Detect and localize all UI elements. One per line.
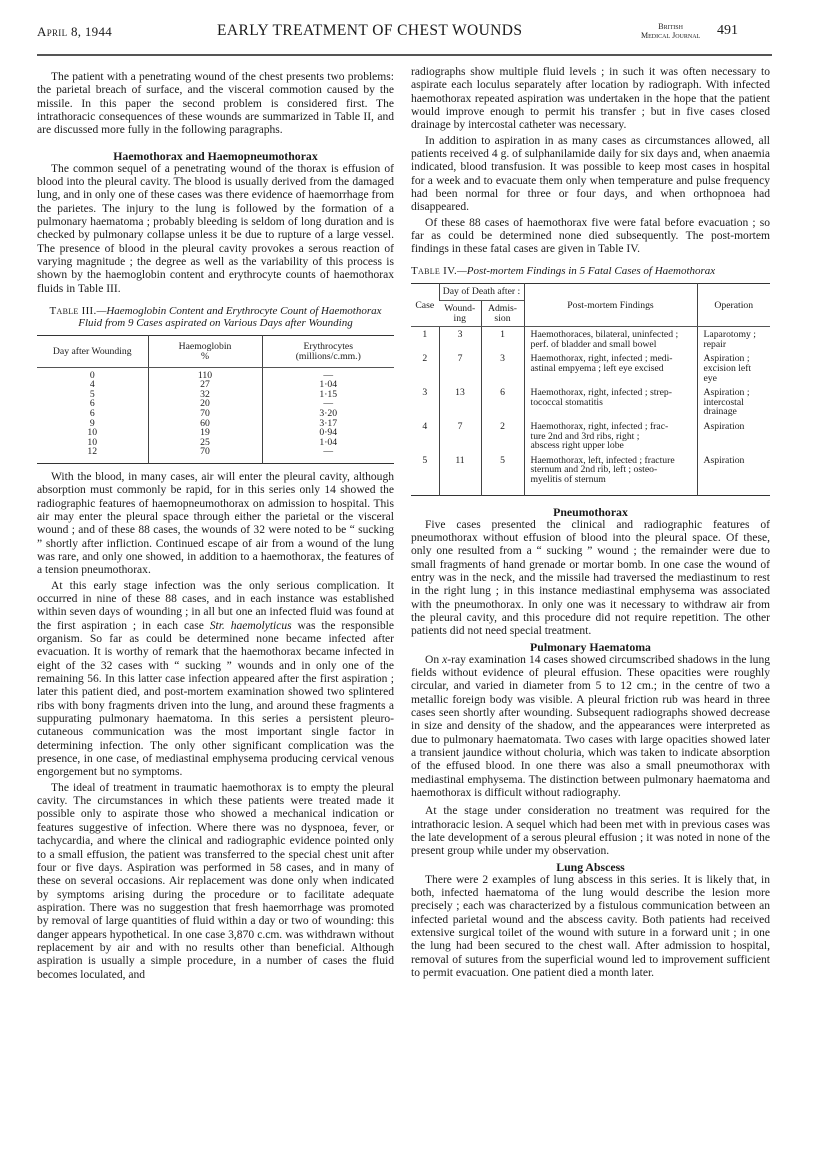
- operation-line: Laparotomy ;: [703, 329, 756, 341]
- left-column: [37, 71, 394, 982]
- table4-cell-admission: 1: [481, 327, 524, 352]
- findings-line: Haemothoraces, bilateral, uninfected ;: [530, 329, 679, 341]
- section-heading-haemothorax: Haemothorax and Haemopneumothorax: [113, 148, 318, 163]
- table3-cell-erythrocytes: 0·94: [262, 428, 394, 438]
- table4-cell-admission: 2: [481, 419, 524, 453]
- table4-header-admission: Admission: [481, 301, 524, 327]
- table4-header-case: Case: [411, 284, 439, 327]
- table3-title: —Haemoglobin Content and Erythrocyte Count of Haemothorax Fluid from 9 Cases aspirated on Various Days after Wounding: [78, 305, 382, 329]
- page-header: [37, 20, 772, 42]
- findings-line: Haemothorax, left, infected ; fracture: [530, 454, 675, 466]
- table3-body: [37, 367, 394, 463]
- table4-cell-operation: [697, 453, 770, 495]
- infection-paragraph: [37, 580, 394, 780]
- table4-row: [411, 453, 770, 495]
- table4-row: [411, 351, 770, 385]
- table3-cell-day: 6: [89, 398, 95, 410]
- operation-line: Aspiration: [703, 454, 745, 466]
- operation-line: intercostal: [703, 396, 744, 408]
- table3-header-erythrocytes-label: Erythrocytes: [303, 341, 353, 353]
- table4-cell-wounding: 11: [439, 453, 481, 495]
- table4-row: [411, 385, 770, 419]
- fatal-cases-paragraph: Of these 88 cases of haemothorax five were fatal before evacuation ; so far as could be determined none died subsequently. The post-mortem findings in these fatal cases are given in Table IV.: [411, 216, 770, 256]
- section-heading-pulmonary-haematoma: Pulmonary Haematoma: [530, 639, 651, 654]
- running-title: EARLY TREATMENT OF CHEST WOUNDS: [217, 22, 523, 39]
- table3-header-haemoglobin: [148, 336, 262, 367]
- operation-line: Aspiration ;: [703, 387, 750, 399]
- table4-cell-operation: [697, 351, 770, 385]
- right-column: [411, 66, 770, 981]
- table3-cell-erythrocytes: 3·17: [262, 419, 394, 429]
- table3: [37, 335, 394, 464]
- findings-line: Haemothorax, right, infected ; medi-: [530, 353, 673, 365]
- findings-line: tococcal stomatitis: [530, 396, 603, 408]
- table4-cell-findings: [524, 453, 697, 495]
- table4-cell-operation: [697, 385, 770, 419]
- table3-cell-day: 9: [89, 417, 95, 429]
- table4-cell-wounding: 7: [439, 351, 481, 385]
- table4-cell-operation: [697, 419, 770, 453]
- table3-cell-haemoglobin: 27: [148, 380, 262, 390]
- table4-cell-case: 4: [422, 420, 428, 432]
- table4-header-day-of-death: Day of Death after :: [439, 284, 524, 301]
- table3-header-erythrocytes: [262, 336, 394, 367]
- table4-cell-case: 2: [422, 353, 428, 365]
- findings-line: ture 2nd and 3rd ribs, right ;: [530, 430, 640, 442]
- operation-line: Aspiration ;: [703, 353, 750, 365]
- infection-text-2: was the responsible organism. So far as could be determined none became infected after evacuation. It is worthy of remark that the haemothorax became infected in eight of the 32 cases with “ sucking ” wounds and in only one of the remaining 56. In this latter case infection appeared after the first aspiration ; later this patient died, and post-mortem examination showed two splintered ribs with bony fragments driven into the lung, and around these fragments a suppurating pulmonary haematoma. In this series a persistent pleurocutaneous communication was the most important single factor in determining infection. The only other significant complication was the presence, in one case, of mediastinal emphysema producing cervical venous engorgement but no symptoms.: [37, 619, 394, 779]
- table4-row: [411, 327, 770, 352]
- operation-line: eye: [703, 372, 717, 384]
- findings-line: sternum and 2nd rib, left ; osteo-: [530, 464, 658, 476]
- table4-cell-findings: [524, 351, 697, 385]
- table3-header-erythrocytes-unit: (millions/c.mm.): [295, 350, 361, 362]
- lung-abscess-paragraph: There were 2 examples of lung abscess in this series. It is likely that, in both, infected haematoma of the lung would describe the lesion more precisely ; each was characterized by a fistulous communication between an infected parietal wound and the abscess cavity. Both patients had received extensive surgical toilet of the wound with suture in a forward unit ; in one the lung had been secured to the chest wall. After admission to hospital, removal of sutures from the superficial wound led to improvement sufficient to permit evacuation. One patient died a month later.: [411, 873, 770, 980]
- operation-line: repair: [703, 338, 727, 350]
- findings-line: astinal empyema ; left eye excised: [530, 362, 664, 374]
- treatment-paragraph: The ideal of treatment in traumatic haemothorax is to empty the pleural cavity. The circumstances in which these patients were treated made it possible only to aspirate those who showed a mechanical indication or features suggestive of infection. Where there was no dyspnoea, fever, or tachycardia, and where the clinical and radiographic evidence pointed only to a small effusion, the patient was transferred to the special chest unit after four or five days. Aspiration was performed in 58 cases, and in many of these on several occasions. Air replacement was done only when indicated by symptoms arising during the procedure or to facilitate adequate aspiration. There was no suggestion that fresh haemorrhage was promoted by removal of large quantities of fluid within a day or two of wounding: this danger appears hypothetical. In one case 3,870 c.cm. was withdrawn without replacement by air and with no results other than beneficial. Although aspiration is usually a simple procedure, in a number of cases the fluid becomes loculated, and: [37, 781, 394, 981]
- xray-italic: x: [442, 653, 448, 666]
- table3-row: [37, 447, 394, 463]
- table3-cell-haemoglobin: 70: [148, 447, 262, 463]
- table4: [411, 283, 770, 495]
- loculated-paragraph: radiographs show multiple fluid levels ; in such it was often necessary to aspirate each loculus separately after location by radiograph. With infected haemothorax repeated aspiration was undertaken in the hope that the patient would improve enough to permit his transfer ; but in five cases closed drainage by intercostal catheter was necessary.: [411, 66, 770, 132]
- table4-cell-admission: 6: [481, 385, 524, 419]
- table4-header-wounding: Wounding: [439, 301, 481, 327]
- table3-cell-erythrocytes: 3·20: [262, 409, 394, 419]
- table3-cell-haemoglobin: 20: [148, 399, 262, 409]
- sulphanilamide-paragraph: In addition to aspiration in as many cases as circumstances allowed, all patients received 4 g. of sulphanilamide daily for six days and, when anaemia indicated, blood transfusion. It was possible to keep most cases in hospital for a week and to evacuate them only when temperature and pulse frequency had been normal for three or four days, and when orthopnoea had disappeared.: [411, 134, 770, 214]
- table4-cell-findings: [524, 419, 697, 453]
- table4-row: [411, 419, 770, 453]
- table4-cell-wounding: 7: [439, 419, 481, 453]
- journal-name: [641, 22, 700, 40]
- table4-cell-operation: [697, 327, 770, 352]
- page-number: 491: [717, 23, 738, 38]
- operation-line: excision left: [703, 362, 752, 374]
- table3-cell-day: 5: [89, 388, 95, 400]
- air-paragraph: With the blood, in many cases, air will enter the pleural cavity, although absorption must commonly be rapid, for in this series only 14 showed the radiographic features of haemopneumothorax on admission to hospital. This air may enter the pleural space through either the parietal or the visceral wound ; and of these 88 cases, the wounds of 32 were noted to be “ sucking ” shortly after infliction. Continued escape of air from a wound of the lung was rare, and only one showed, in addition to a haemothorax, the features of a tension pneumothorax.: [37, 470, 394, 577]
- table3-cell-day: 10: [87, 427, 98, 439]
- table4-title: —Post-mortem Findings in 5 Fatal Cases of Haemothorax: [457, 264, 716, 277]
- table4-header-row: [411, 284, 770, 301]
- haemothorax-paragraph: The common sequel of a penetrating wound of the thorax is effusion of blood into the pleural cavity. The blood is usually derived from the damaged lung, and in only one of these cases was there evidence of haemorrhage from the parietes. The injury to the lung is followed by the formation of a pulmonary haematoma ; probably bleeding is seldom of long duration and is checked by pulmonary collapse unless it be due to rupture of a large vessel. The presence of blood in the pleural cavity provokes a serous reaction of varying magnitude ; the degree as well as the variability of this process is shown by the haemoglobin content and erythrocyte counts of haemothorax fluids in Table III.: [37, 162, 394, 295]
- table3-cell-erythrocytes: —: [262, 447, 394, 463]
- table3-caption: [37, 306, 394, 329]
- table3-cell-haemoglobin: 19: [148, 428, 262, 438]
- table3-header-row: [37, 336, 394, 367]
- findings-line: myelitis of sternum: [530, 473, 606, 485]
- intro-paragraph: The patient with a penetrating wound of the chest presents two problems: the parietal breach of surface, and the visceral commotion caused by the missile. In this paper the second problem is considered first. The intrathoracic consequences of these wounds are summarized in Table II, and are discussed more fully in the following paragraphs.: [37, 71, 394, 137]
- table3-cell-erythrocytes: —: [262, 399, 394, 409]
- operation-line: Aspiration: [703, 420, 745, 432]
- table4-cell-wounding: 3: [439, 327, 481, 352]
- organism-name: Str. haemolyticus: [209, 619, 292, 632]
- pulmonary-text-2: -ray examination 14 cases showed circumscribed shadows in the lung fields without evidence of pleural effusion. These opacities were roughly circular, and varied in diameter from 5 to 12 cm.; in the centre of two a metallic foreign body was visible. A pleural friction rub was heard in three cases seen shortly after wounding. Subsequent radiographs showed decrease in size and density of the shadow, and the appearances were interpreted as due to pulmonary haematomata. Two cases with large opacities showed later a transient jaundice without choluria, which was taken to indicate absorption of the effused blood. In one there was also a small pneumothorax with mediastinal emphysema. The distinction between pulmonary haematoma and haemothorax is difficult without radiography.: [411, 653, 770, 800]
- findings-line: abscess right upper lobe: [530, 440, 624, 452]
- table3-cell-day: 6: [89, 407, 95, 419]
- journal-name-line1: British: [658, 22, 683, 31]
- pneumothorax-paragraph: Five cases presented the clinical and radiographic features of pneumothorax without effusion of blood into the pleural space. Of these, only one resulted from a “ sucking ” wound ; the remainder were due to small fragments of hand grenade or mortar bomb. In one case the wound of entry was in the neck, and the missile had traversed the mediastinum to rest in the right lung ; in this instance mediastinal emphysema was associated with the pneumothorax. In only one was it necessary to withdraw air from the pleural cavity, and this procedure did not require repetition. The other patients did not need special treatment.: [411, 518, 770, 638]
- table3-cell-erythrocytes: —: [262, 367, 394, 380]
- table3-cell-day: 10: [87, 436, 98, 448]
- findings-line: Haemothorax, right, infected ; strep-: [530, 387, 672, 399]
- table4-cell-case: 5: [422, 454, 428, 466]
- pulmonary-haematoma-paragraph: [411, 654, 770, 801]
- table3-cell-haemoglobin: 25: [148, 438, 262, 448]
- issue-date: April 8, 1944: [37, 24, 113, 39]
- table4-cell-findings: [524, 327, 697, 352]
- table3-cell-haemoglobin: 70: [148, 409, 262, 419]
- table4-caption: [411, 266, 770, 278]
- table4-cell-case: 3: [422, 387, 428, 399]
- table4-cell-findings: [524, 385, 697, 419]
- table3-header-haemoglobin-label: Haemoglobin: [178, 341, 232, 353]
- table4-cell-admission: 5: [481, 453, 524, 495]
- table4-cell-case: 1: [422, 329, 428, 341]
- table4-body: [411, 327, 770, 495]
- findings-line: perf. of bladder and small bowel: [530, 338, 657, 350]
- findings-line: Haemothorax, right, infected ; frac-: [530, 420, 669, 432]
- pulmonary-text-1: On: [425, 653, 443, 666]
- table3-label: Table III.: [49, 305, 97, 318]
- table3-cell-haemoglobin: 110: [148, 367, 262, 380]
- table3-cell-erythrocytes: 1·04: [262, 380, 394, 390]
- infection-text-1: At this early stage infection was the only serious complication. It occurred in nine of these 88 cases, and in each instance was established within seven days of wounding ; in all but one an infected fluid was found at the first aspiration ; in each case: [37, 579, 394, 632]
- table3-cell-day: 0: [89, 369, 95, 381]
- table4-header-operation: Operation: [697, 284, 770, 327]
- journal-name-line2: Medical Journal: [641, 31, 701, 40]
- table4-label: Table IV.: [411, 264, 457, 277]
- table3-cell-erythrocytes: 1·15: [262, 390, 394, 400]
- table4-header-findings: Post-mortem Findings: [524, 284, 697, 327]
- table4-cell-admission: 3: [481, 351, 524, 385]
- table3-cell-day: 4: [89, 379, 95, 391]
- operation-line: drainage: [703, 406, 737, 418]
- table3-header-day: Day after Wounding: [37, 336, 148, 367]
- table3-header-haemoglobin-unit: %: [200, 350, 210, 362]
- table3-cell-haemoglobin: 60: [148, 419, 262, 429]
- table3-cell-erythrocytes: 1·04: [262, 438, 394, 448]
- section-heading-lung-abscess: Lung Abscess: [556, 859, 625, 874]
- header-rule: [37, 54, 772, 56]
- section-heading-pneumothorax: Pneumothorax: [553, 504, 628, 519]
- table4-cell-wounding: 13: [439, 385, 481, 419]
- table3-cell-day: 12: [87, 446, 98, 458]
- table3-cell-haemoglobin: 32: [148, 390, 262, 400]
- stage-paragraph: At the stage under consideration no treatment was required for the intrathoracic lesion. A sequel which had been met with in previous cases was the late development of a serous pleural effusion ; it was noted in none of the present group while under my observation.: [411, 805, 770, 858]
